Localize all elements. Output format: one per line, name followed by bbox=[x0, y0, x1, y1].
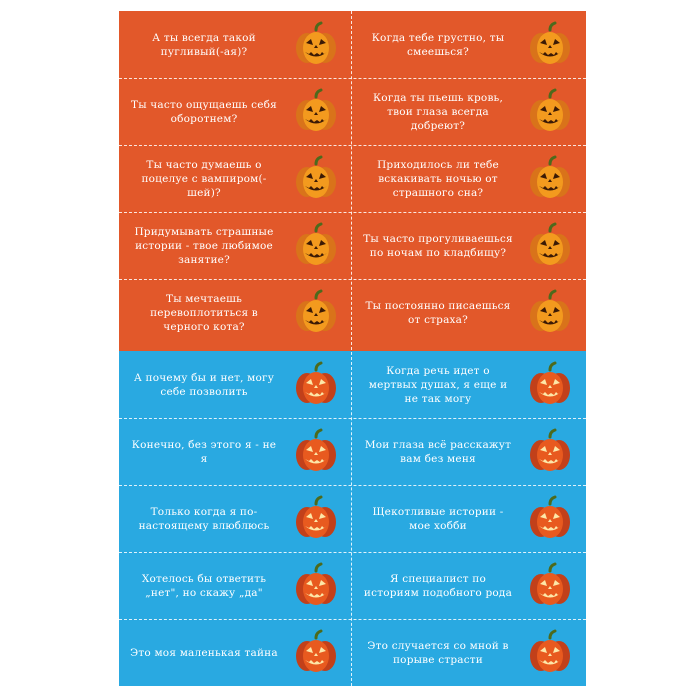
jack-o-lantern-icon bbox=[526, 361, 574, 409]
jack-o-lantern-icon bbox=[526, 562, 574, 610]
jack-o-lantern-icon bbox=[292, 495, 340, 543]
answer-text: А почему бы и нет, могу себе позволить bbox=[133, 371, 275, 398]
question-card bbox=[119, 11, 352, 78]
answer-card bbox=[353, 552, 586, 619]
jack-o-lantern-icon bbox=[526, 289, 574, 337]
answer-text: Мои глаза всё расскажут вам без меня bbox=[364, 438, 512, 465]
answer-card bbox=[353, 485, 586, 552]
cut-line-horizontal bbox=[119, 212, 586, 213]
cut-line-horizontal bbox=[119, 485, 586, 486]
question-card bbox=[353, 11, 586, 78]
jack-o-lantern-icon bbox=[292, 428, 340, 476]
question-card bbox=[353, 145, 586, 212]
jack-o-lantern-icon bbox=[526, 155, 574, 203]
question-card bbox=[119, 212, 352, 279]
jack-o-lantern-icon bbox=[292, 21, 340, 69]
answer-text: Конечно, без этого я - не я bbox=[131, 438, 277, 465]
cut-line-horizontal bbox=[119, 279, 586, 280]
question-card bbox=[119, 145, 352, 212]
cut-line-horizontal bbox=[119, 552, 586, 553]
jack-o-lantern-icon bbox=[292, 361, 340, 409]
jack-o-lantern-icon bbox=[526, 495, 574, 543]
answer-text: Щекотливые истории - мое хобби bbox=[372, 505, 504, 532]
answer-card bbox=[353, 418, 586, 485]
answer-card bbox=[353, 619, 586, 686]
card-sheet bbox=[119, 11, 586, 686]
jack-o-lantern-icon bbox=[292, 88, 340, 136]
question-text: Ты часто прогуливаешься по ночам по кладбищу? bbox=[363, 232, 513, 259]
answer-text: Это моя маленькая тайна bbox=[130, 646, 278, 659]
answer-text: Я специалист по историям подобного рода bbox=[363, 572, 513, 599]
answer-text: Это случается со мной в порыве страсти bbox=[367, 639, 509, 666]
jack-o-lantern-icon bbox=[526, 21, 574, 69]
jack-o-lantern-icon bbox=[526, 88, 574, 136]
jack-o-lantern-icon bbox=[292, 222, 340, 270]
cut-line-horizontal bbox=[119, 78, 586, 79]
jack-o-lantern-icon bbox=[292, 562, 340, 610]
answer-text: Только когда я по-настоящему влюблюсь bbox=[138, 505, 270, 532]
answer-text: Когда речь идет о мертвых душах, я еще и не так могу bbox=[368, 364, 508, 405]
cut-line-horizontal bbox=[119, 418, 586, 419]
cut-line-horizontal bbox=[119, 145, 586, 146]
answer-card bbox=[119, 552, 352, 619]
question-text: Ты постоянно писаешься от страха? bbox=[365, 299, 511, 326]
jack-o-lantern-icon bbox=[526, 428, 574, 476]
question-text: Когда ты пьешь кровь, твои глаза всегда добреют? bbox=[372, 91, 504, 132]
jack-o-lantern-icon bbox=[526, 222, 574, 270]
question-card bbox=[353, 212, 586, 279]
cut-line-horizontal bbox=[119, 619, 586, 620]
cut-line-vertical bbox=[351, 11, 352, 686]
answer-text: Хотелось бы ответить „нет", но скажу „да" bbox=[141, 572, 267, 599]
question-card bbox=[119, 279, 352, 346]
answer-card bbox=[119, 619, 352, 686]
jack-o-lantern-icon bbox=[526, 629, 574, 677]
question-text: Придумывать страшные истории - твое любимое занятие? bbox=[134, 225, 274, 266]
answer-card bbox=[119, 351, 352, 418]
question-card bbox=[119, 78, 352, 145]
question-card bbox=[353, 279, 586, 346]
question-text: Ты мечтаешь перевоплотиться в черного кота? bbox=[150, 292, 258, 333]
answer-card bbox=[119, 418, 352, 485]
jack-o-lantern-icon bbox=[292, 155, 340, 203]
answer-card bbox=[353, 351, 586, 418]
question-card bbox=[353, 78, 586, 145]
question-text: Ты часто думаешь о поцелуе с вампиром(-шей)? bbox=[141, 158, 267, 199]
jack-o-lantern-icon bbox=[292, 289, 340, 337]
answer-card bbox=[119, 485, 352, 552]
question-text: Когда тебе грустно, ты смеешься? bbox=[371, 31, 505, 58]
jack-o-lantern-icon bbox=[292, 629, 340, 677]
question-text: Приходилось ли тебе вскакивать ночью от страшного сна? bbox=[377, 158, 499, 199]
question-text: Ты часто ощущаешь себя оборотнем? bbox=[130, 98, 277, 125]
question-text: А ты всегда такой пугливый(-ая)? bbox=[152, 31, 256, 58]
